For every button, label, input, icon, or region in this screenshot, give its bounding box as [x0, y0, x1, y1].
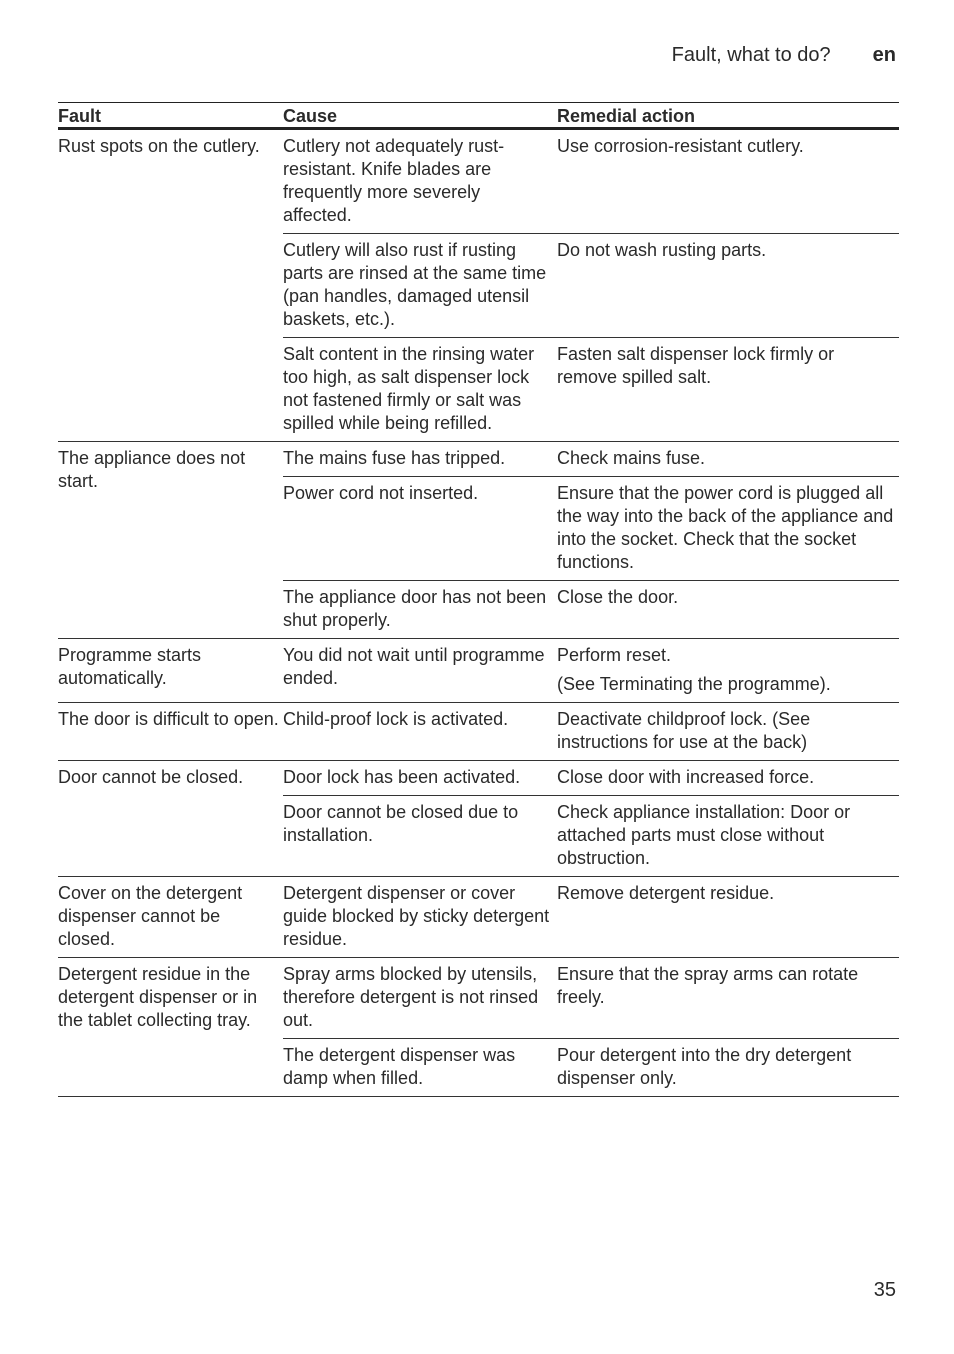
remedy-cell	[557, 581, 899, 638]
remedy-cell	[557, 442, 899, 476]
remedy-cell	[557, 877, 899, 957]
cause-cell: The detergent dispenser was damp when filled.	[283, 1045, 516, 1088]
header-remedy: Remedial action	[557, 105, 696, 126]
fault-group	[58, 877, 899, 958]
cause-cell: Door lock has been activated.	[283, 767, 521, 787]
fault-table	[58, 102, 899, 1097]
remedy-cell	[557, 958, 899, 1038]
table-row	[283, 639, 899, 702]
remedy-note: (See Terminating the programme).	[557, 674, 831, 694]
cause-cell: Child-proof lock is activated.	[283, 709, 509, 729]
remedy-text: Do not wash rusting parts.	[557, 240, 767, 260]
cause-cell: Cutlery will also rust if rusting parts are rinsed at the same time (pan handles, damaged utensil baskets, etc.).	[283, 240, 547, 329]
table-row	[283, 337, 899, 441]
remedy-text: Ensure that the spray arms can rotate freely.	[557, 964, 859, 1007]
fault-group	[58, 761, 899, 877]
fault-cell: The door is difficult to open.	[58, 709, 279, 729]
table-row	[283, 442, 899, 476]
page-number: 35	[873, 1279, 896, 1301]
header-cause: Cause	[283, 105, 338, 126]
table-row	[283, 958, 899, 1038]
table-row	[283, 761, 899, 795]
remedy-text: Close the door.	[557, 587, 679, 607]
remedy-text: Deactivate childproof lock. (See instructions for use at the back)	[557, 709, 811, 752]
table-row	[283, 703, 899, 760]
remedy-cell	[557, 477, 899, 580]
table-row	[283, 580, 899, 638]
section-title: Fault, what to do?	[671, 44, 831, 66]
remedy-text: Check appliance installation: Door or attached parts must close without obstruction.	[557, 802, 851, 868]
language-code: en	[872, 44, 896, 66]
remedy-text: Close door with increased force.	[557, 767, 815, 787]
page-header	[672, 44, 896, 67]
table-row	[283, 130, 899, 233]
cause-cell: Detergent dispenser or cover guide blocked by sticky detergent residue.	[283, 883, 550, 949]
remedy-cell	[557, 639, 899, 702]
remedy-cell	[557, 130, 899, 233]
remedy-text: Use corrosion-resistant cutlery.	[557, 136, 804, 156]
fault-group	[58, 442, 899, 639]
fault-cell: Detergent residue in the detergent dispenser or in the tablet collecting tray.	[58, 964, 258, 1030]
header-fault: Fault	[58, 105, 101, 126]
cause-cell: Salt content in the rinsing water too high, as salt dispenser lock not fastened firmly or salt was spilled while being refilled.	[283, 344, 535, 433]
cause-cell: Cutlery not adequately rust-resistant. Knife blades are frequently more severely affected.	[283, 136, 505, 225]
cause-cell: The mains fuse has tripped.	[283, 448, 506, 468]
fault-cell: Door cannot be closed.	[58, 767, 244, 787]
fault-group	[58, 958, 899, 1097]
fault-group	[58, 703, 899, 761]
remedy-cell	[557, 338, 899, 441]
fault-cell: Rust spots on the cutlery.	[58, 136, 260, 156]
cause-cell: Spray arms blocked by utensils, therefore detergent is not rinsed out.	[283, 964, 539, 1030]
table-header-row	[58, 102, 899, 130]
table-row	[283, 877, 899, 957]
remedy-text: Fasten salt dispenser lock firmly or remove spilled salt.	[557, 344, 835, 387]
fault-cell: Programme starts automatically.	[58, 645, 202, 688]
remedy-cell	[557, 796, 899, 876]
cause-cell: Power cord not inserted.	[283, 483, 479, 503]
fault-cell: The appliance does not start.	[58, 448, 246, 491]
fault-group	[58, 639, 899, 703]
table-row	[283, 233, 899, 337]
cause-cell: You did not wait until programme ended.	[283, 645, 545, 688]
remedy-cell	[557, 1039, 899, 1096]
table-row	[283, 795, 899, 876]
remedy-text: Perform reset.	[557, 645, 672, 665]
remedy-text: Pour detergent into the dry detergent dispenser only.	[557, 1045, 852, 1088]
remedy-cell	[557, 234, 899, 337]
table-row	[283, 476, 899, 580]
table-row	[283, 1038, 899, 1096]
remedy-text: Ensure that the power cord is plugged all the way into the back of the appliance and into the socket. Check that the socket functions.	[557, 483, 894, 572]
cause-cell: The appliance door has not been shut properly.	[283, 587, 547, 630]
fault-cell: Cover on the detergent dispenser cannot be closed.	[58, 883, 243, 949]
remedy-cell	[557, 761, 899, 795]
remedy-text: Remove detergent residue.	[557, 883, 775, 903]
remedy-text: Check mains fuse.	[557, 448, 706, 468]
cause-cell: Door cannot be closed due to installation.	[283, 802, 519, 845]
fault-group	[58, 130, 899, 442]
remedy-cell	[557, 703, 899, 760]
